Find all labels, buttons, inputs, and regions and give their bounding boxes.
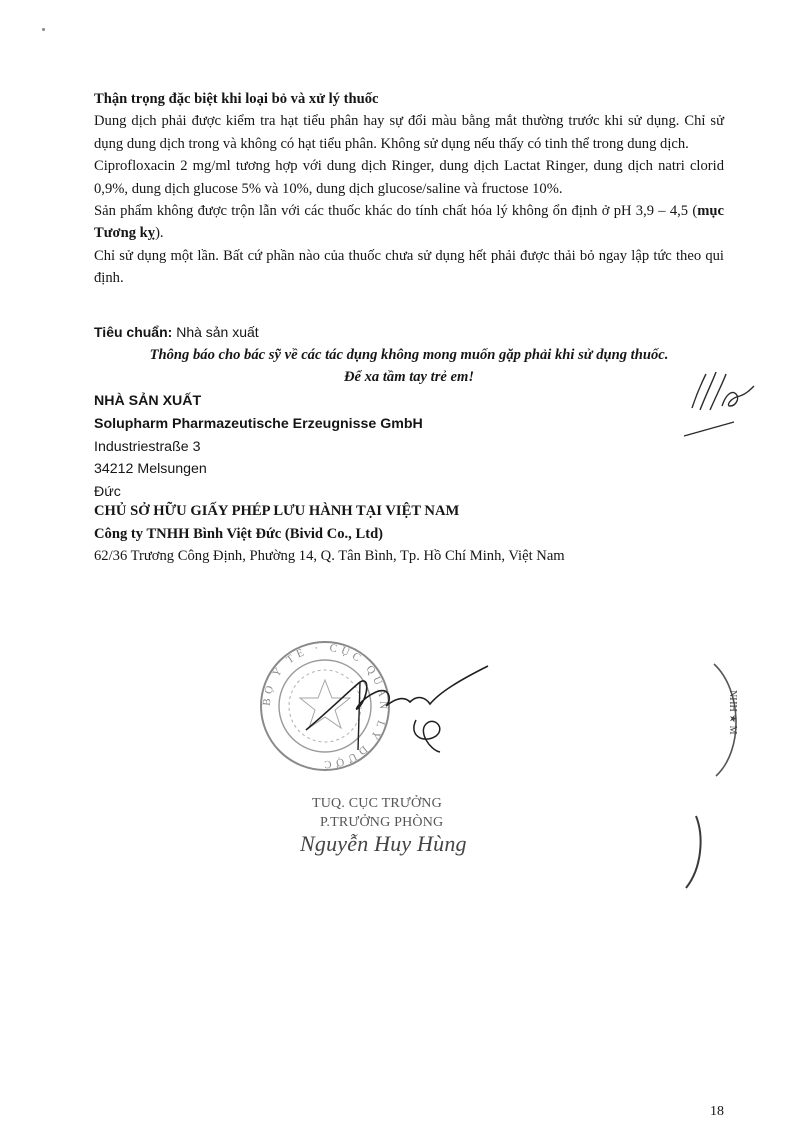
disposal-paragraph-2: Ciprofloxacin 2 mg/ml tương hợp với dung dịch Ringer, dung dịch Lactat Ringer, dung dịch natri clorid 0,9%, dung dịch glucose 5% và 10%, dung dịch glucose/saline và fructose 10%. [94,158,724,197]
scan-speck [42,28,45,31]
edge-mark-stroke [686,816,701,888]
disposal-paragraph-4: Chỉ sử dụng một lần. Bất cứ phần nào của thuốc chưa sử dụng hết phải được thải bỏ ngay lập tức theo qui định. [94,247,724,287]
license-holder-section [94,500,724,568]
notices [94,344,724,389]
initials-underline [684,422,734,436]
notice-children: Để xa tầm tay trẻ em! [343,369,475,386]
edge-stamp [712,660,752,780]
edge-mark [680,812,710,892]
standard-line [94,321,724,343]
standard-value: Nhà sản xuất [172,324,259,340]
disposal-paragraph-3 [94,200,724,245]
stamp-ring-textpath: BỘ Y TẾ · CỤC QUẢN LÝ DƯỢC [260,641,390,771]
manufacturer-street: Industriestraße 3 [94,438,201,455]
disposal-paragraph-1: Dung dịch phải được kiểm tra hạt tiểu phân hay sự đổi màu bằng mắt thường trước khi sử dụng. Chỉ sử dụng dung dịch trong và không có hạt tiểu phân. Không sử dụng nếu thấy có tinh thể trong dung dịch. [94,113,724,152]
signatory-title-2: P.TRƯỞNG PHÒNG [320,815,444,830]
license-holder-heading: CHỦ SỞ HỮU GIẤY PHÉP LƯU HÀNH TẠI VIỆT NAM [94,503,460,519]
disposal-p3-ref: mục Tương kỵ [94,203,724,242]
initials-strokes [692,372,754,410]
signatory-block [300,794,512,856]
initials-mark [670,360,770,450]
signatory-name: Nguyễn Huy Hùng [300,831,467,856]
disposal-p3-text: Sản phẩm không được trộn lẫn với các thuốc khác do tính chất hóa lý không ổn định ở pH 3,9 – 4,5 ( [94,203,698,220]
official-stamp [240,640,500,790]
manufacturer-heading: NHÀ SẢN XUẤT [94,393,202,409]
disposal-p3-end: ). [155,225,164,242]
edge-stamp-text: NHH ★ M [727,690,738,735]
signature-loop [414,720,440,752]
disposal-heading: Thận trọng đặc biệt khi loại bỏ và xử lý thuốc [94,91,379,107]
license-holder-address: 62/36 Trương Công Định, Phường 14, Q. Tân Bình, Tp. Hồ Chí Minh, Việt Nam [94,548,565,565]
notice-doctor: Thông báo cho bác sỹ về các tác dụng không mong muốn gặp phải khi sử dụng thuốc. [149,347,669,363]
license-holder-company: Công ty TNHH Bình Việt Đức (Bivid Co., Ltd) [94,525,384,542]
stamp-star-icon [300,680,350,728]
signatory-title-1: TUQ. CỤC TRƯỞNG [312,796,442,811]
manufacturer-country: Đức [94,484,121,501]
manufacturer-city: 34212 Melsungen [94,461,207,478]
manufacturer-section [94,390,724,504]
standard-label: Tiêu chuẩn: [94,324,173,340]
disposal-section [94,88,724,290]
page-number: 18 [710,1104,724,1119]
manufacturer-name: Solupharm Pharmazeutische Erzeugnisse GmbH [94,415,423,432]
